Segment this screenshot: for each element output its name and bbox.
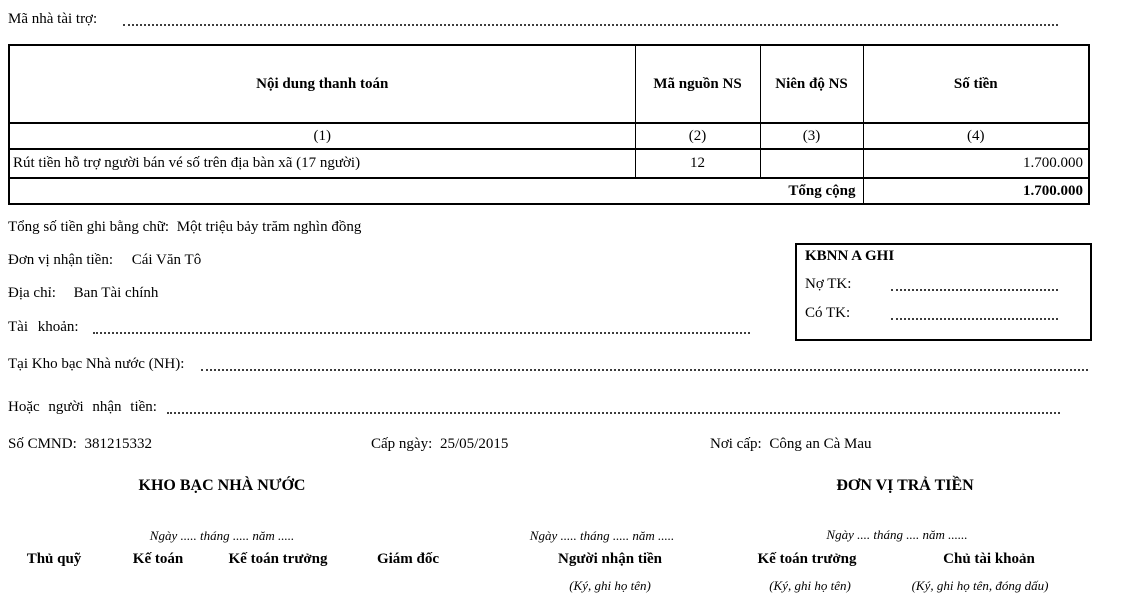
index-cell-2: (2) [635, 123, 760, 149]
date-line-right: Ngày .... tháng .... năm ...... [826, 527, 968, 542]
issue-place [710, 436, 872, 453]
col-header-source-code: Mã nguồn NS [635, 45, 760, 123]
col-header-amount: Số tiền [863, 45, 1089, 123]
payer-signature-title: ĐƠN VỊ TRẢ TIỀN [836, 477, 974, 494]
index-cell-4: (4) [863, 123, 1089, 149]
kbnn-box-title: KBNN A GHI [805, 248, 895, 264]
kbnn-debit-label: Nợ TK: [805, 276, 852, 292]
table-total-row [9, 178, 1089, 204]
sponsor-code-line [8, 10, 1058, 29]
kbnn-debit-line [805, 275, 1072, 294]
kbnn-credit-dotted-line [891, 318, 1058, 320]
or-receiver-label: Hoặc người nhận tiền: [8, 399, 157, 415]
sign-note-stamp: (Ký, ghi họ tên, đóng dấu) [911, 578, 1049, 593]
role-ke-toan-truong-right: Kế toán trưởng [757, 551, 857, 567]
table-header-row [9, 45, 1089, 123]
kbnn-credit-line [805, 304, 1072, 323]
issue-date-label: Cấp ngày: [371, 436, 433, 452]
role-ke-toan-truong-left: Kế toán trưởng [228, 551, 328, 567]
treasury-dotted-line [201, 369, 1088, 371]
sign-note-middle: (Ký, ghi họ tên) [569, 578, 651, 593]
amount-in-words-line [8, 219, 361, 236]
address-value: Ban Tài chính [73, 285, 159, 301]
treasury-label: Tại Kho bạc Nhà nước (NH): [8, 356, 185, 372]
role-ke-toan: Kế toán [132, 551, 184, 567]
role-nguoi-nhan-tien: Người nhận tiền [558, 551, 662, 567]
date-line-middle: Ngày ..... tháng ..... năm ..... [529, 528, 675, 543]
cell-budget-year [760, 149, 863, 178]
account-label: Tài khoản: [8, 319, 79, 335]
receiver-unit-value: Cái Văn Tô [131, 252, 202, 268]
account-line [8, 318, 750, 337]
cell-amount: 1.700.000 [863, 149, 1089, 178]
issue-date [371, 436, 508, 453]
col-header-content: Nội dung thanh toán [9, 45, 635, 123]
or-receiver-dotted-line [167, 412, 1060, 414]
total-label: Tổng cộng [9, 178, 863, 204]
role-chu-tai-khoan: Chủ tài khoản [943, 551, 1035, 567]
address-label: Địa chỉ: [8, 285, 56, 301]
cell-payment-content: Rút tiền hỗ trợ người bán vé số trên địa bàn xã (17 người) [9, 149, 635, 178]
index-cell-1: (1) [9, 123, 635, 149]
total-amount: 1.700.000 [863, 178, 1089, 204]
index-cell-3: (3) [760, 123, 863, 149]
kbnn-credit-label: Có TK: [805, 305, 851, 321]
id-number-label: Số CMND: [8, 436, 77, 452]
sponsor-code-label: Mã nhà tài trợ: [8, 11, 98, 27]
or-receiver-line [8, 398, 1060, 417]
role-thu-quy: Thủ quỹ [26, 551, 82, 567]
id-number-value: 381215332 [84, 436, 153, 452]
address-line [8, 285, 158, 302]
receiver-unit-label: Đơn vị nhận tiền: [8, 252, 113, 268]
treasury-line [8, 355, 1088, 374]
kbnn-debit-dotted-line [891, 289, 1058, 291]
account-dotted-line [93, 332, 750, 334]
table-row [9, 149, 1089, 178]
payment-table [8, 44, 1090, 205]
amount-in-words-label: Tổng số tiền ghi bằng chữ: [8, 219, 170, 235]
sponsor-code-dotted-line [123, 24, 1058, 26]
sign-note-right: (Ký, ghi họ tên) [769, 578, 851, 593]
table-index-row [9, 123, 1089, 149]
date-line-left: Ngày ..... tháng ..... năm ..... [149, 528, 295, 543]
kbnn-box [795, 243, 1092, 341]
issue-date-value: 25/05/2015 [440, 436, 509, 452]
col-header-budget-year: Niên độ NS [760, 45, 863, 123]
role-giam-doc: Giám đốc [376, 551, 440, 567]
id-number [8, 436, 152, 453]
receiver-unit-line [8, 252, 201, 269]
issue-place-label: Nơi cấp: [710, 436, 762, 452]
cell-source-code: 12 [635, 149, 760, 178]
issue-place-value: Công an Cà Mau [769, 436, 872, 452]
treasury-signature-title: KHO BẠC NHÀ NƯỚC [138, 477, 306, 494]
amount-in-words-value: Một triệu bảy trăm nghìn đồng [176, 219, 362, 235]
